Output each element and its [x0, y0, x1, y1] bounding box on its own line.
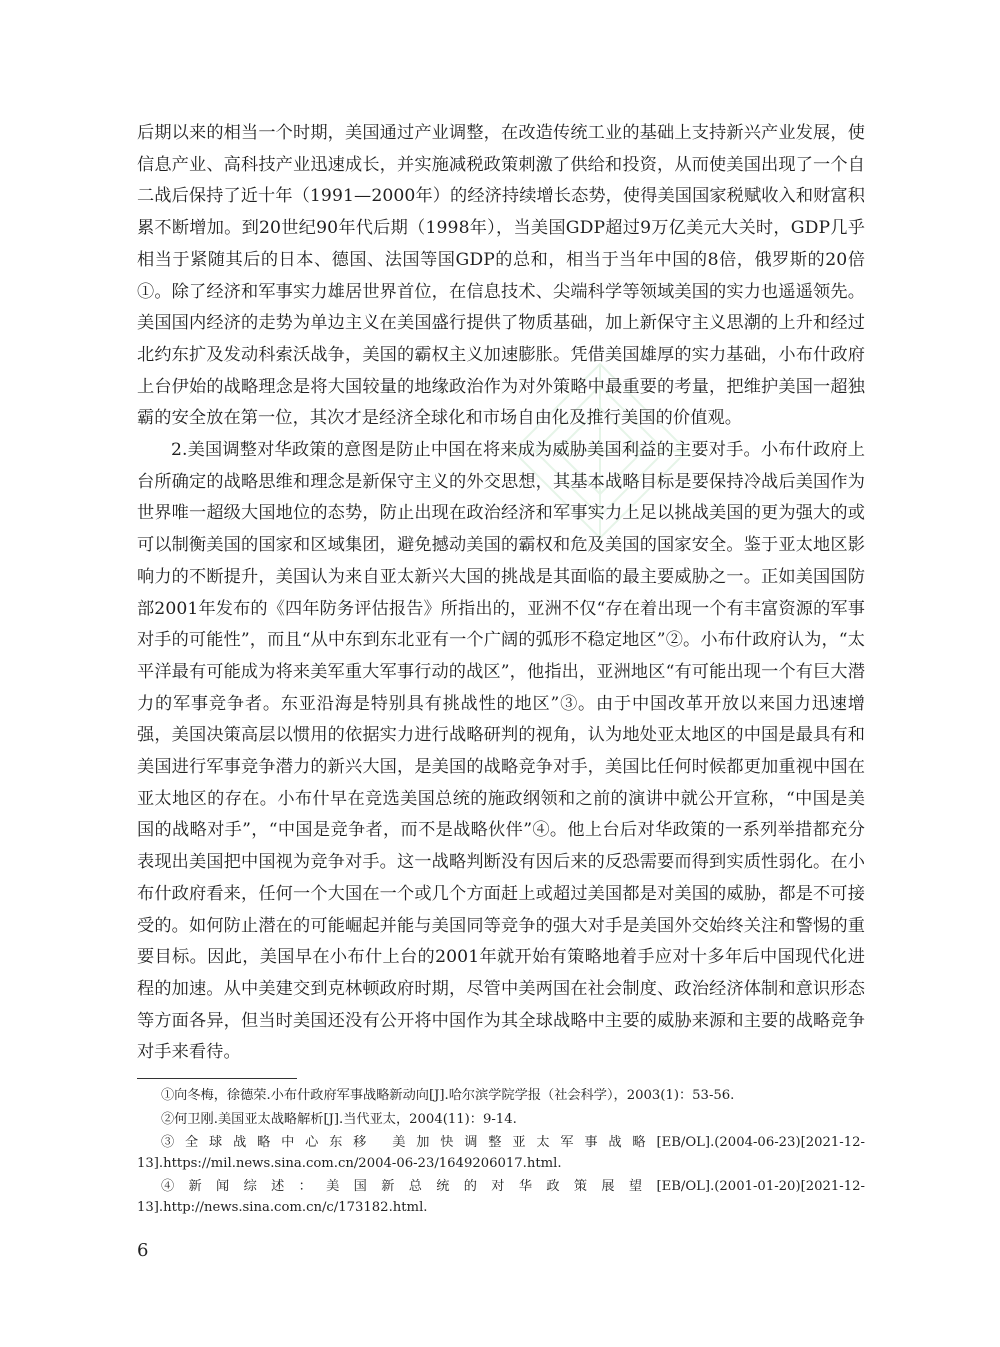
body-paragraph-2: 2.美国调整对华政策的意图是防止中国在将来成为威胁美国利益的主要对手。小布什政府上台所确定的战略思维和理念是新保守主义的外交思想，其基本战略目标是要保持冷战后美国作为世界唯一超级大国地位的态势，防止出现在政治经济和军事实力上足以挑战美国的更为强大的或可以制衡美国的国家和区域集团，避免撼动美国的霸权和危及美国的国家安全。鉴于亚太地区影响力的不断提升，美国认为来自亚太新兴大国的挑战是其面临的最主要威胁之一。正如美国国防部2001年发布的《四年防务评估报告》所指出的，亚洲不仅“存在着出现一个有丰富资源的军事对手的可能性”，而且“从中东到东北亚有一个广阔的弧形不稳定地区”②。小布什政府认为，“太平洋最有可能成为将来美军重大军事行动的战区”，他指出，亚洲地区“有可能出现一个有巨大潜力的军事竞争者。东亚沿海是特别具有挑战性的地区”③。由于中国改革开放以来国力迅速增强，美国决策高层以惯用的依据实力进行战略研判的视角，认为地处亚太地区的中国是最具有和美国进行军事竞争潜力的新兴大国，是美国的战略竞争对手，美国比任何时候都更加重视中国在亚太地区的存在。小布什早在竞选美国总统的施政纲领和之前的演讲中就公开宣称，“中国是美国的战略对手”，“中国是竞争者，而不是战略伙伴”④。他上台后对华政策的一系列举措都充分表现出美国把中国视为竞争对手。这一战略判断没有因后来的反恐需要而得到实质性弱化。在小布什政府看来，任何一个大国在一个或几个方面赶上或超过美国都是对美国的威胁，都是不可接受的。如何防止潜在的可能崛起并能与美国同等竞争的强大对手是美国外交始终关注和警惕的重要目标。因此，美国早在小布什上台的2001年就开始有策略地着手应对十多年后中国现代化进程的加速。从中美建交到克林顿政府时期，尽管中美两国在社会制度、政治经济体制和意识形态等方面各异，但当时美国还没有公开将中国作为其全球战略中主要的威胁来源和主要的战略竞争对手来看待。: [137, 440, 865, 1063]
footnotes: [137, 1086, 865, 1221]
footnote-2: ②何卫刚.美国亚太战略解析[J].当代亚太，2004(11)：9-14.: [161, 1111, 517, 1127]
body-paragraph-1: 后期以来的相当一个时期，美国通过产业调整，在改造传统工业的基础上支持新兴产业发展，使信息产业、高科技产业迅速成长，并实施减税政策刺激了供给和投资，从而使美国出现了一个自二战后保持了近十年（1991—2000年）的经济持续增长态势，使得美国国家税赋收入和财富积累不断增加。到20世纪90年代后期（1998年），当美国GDP超过9万亿美元大关时，GDP几乎相当于紧随其后的日本、德国、法国等国GDP的总和，相当于当年中国的8倍，俄罗斯的20倍①。除了经济和军事实力雄居世界首位，在信息技术、尖端科学等领域美国的实力也遥遥领先。美国国内经济的走势为单边主义在美国盛行提供了物质基础，加上新保守主义思潮的上升和经过北约东扩及发动科索沃战争，美国的霸权主义加速膨胀。凭借美国雄厚的实力基础，小布什政府上台伊始的战略理念是将大国较量的地缘政治作为对外策略中最重要的考量，把维护美国一超独霸的安全放在第一位，其次才是经济全球化和市场自由化及推行美国的价值观。: [137, 123, 865, 429]
page-number: 6: [137, 1240, 149, 1261]
footnote-1: ①向冬梅，徐德荣.小布什政府军事战略新动向[J].哈尔滨学院学报（社会科学），2003(1)：53-56.: [161, 1088, 735, 1103]
footnote-divider: [137, 1078, 297, 1079]
footnote-4: ④新闻综述：美国新总统的对华政策展望[EB/OL].(2001-01-20)[2021-12-13].http://news.sina.com.cn/c/173182.html.: [137, 1179, 865, 1215]
main-text: [137, 118, 865, 1069]
footnote-3: ③全球战略中心东移 美加快调整亚太军事战略[EB/OL].(2004-06-23)[2021-12-13].https://mil.news.sina.com.cn/2004-06-23/1649206017.html.: [137, 1135, 865, 1171]
